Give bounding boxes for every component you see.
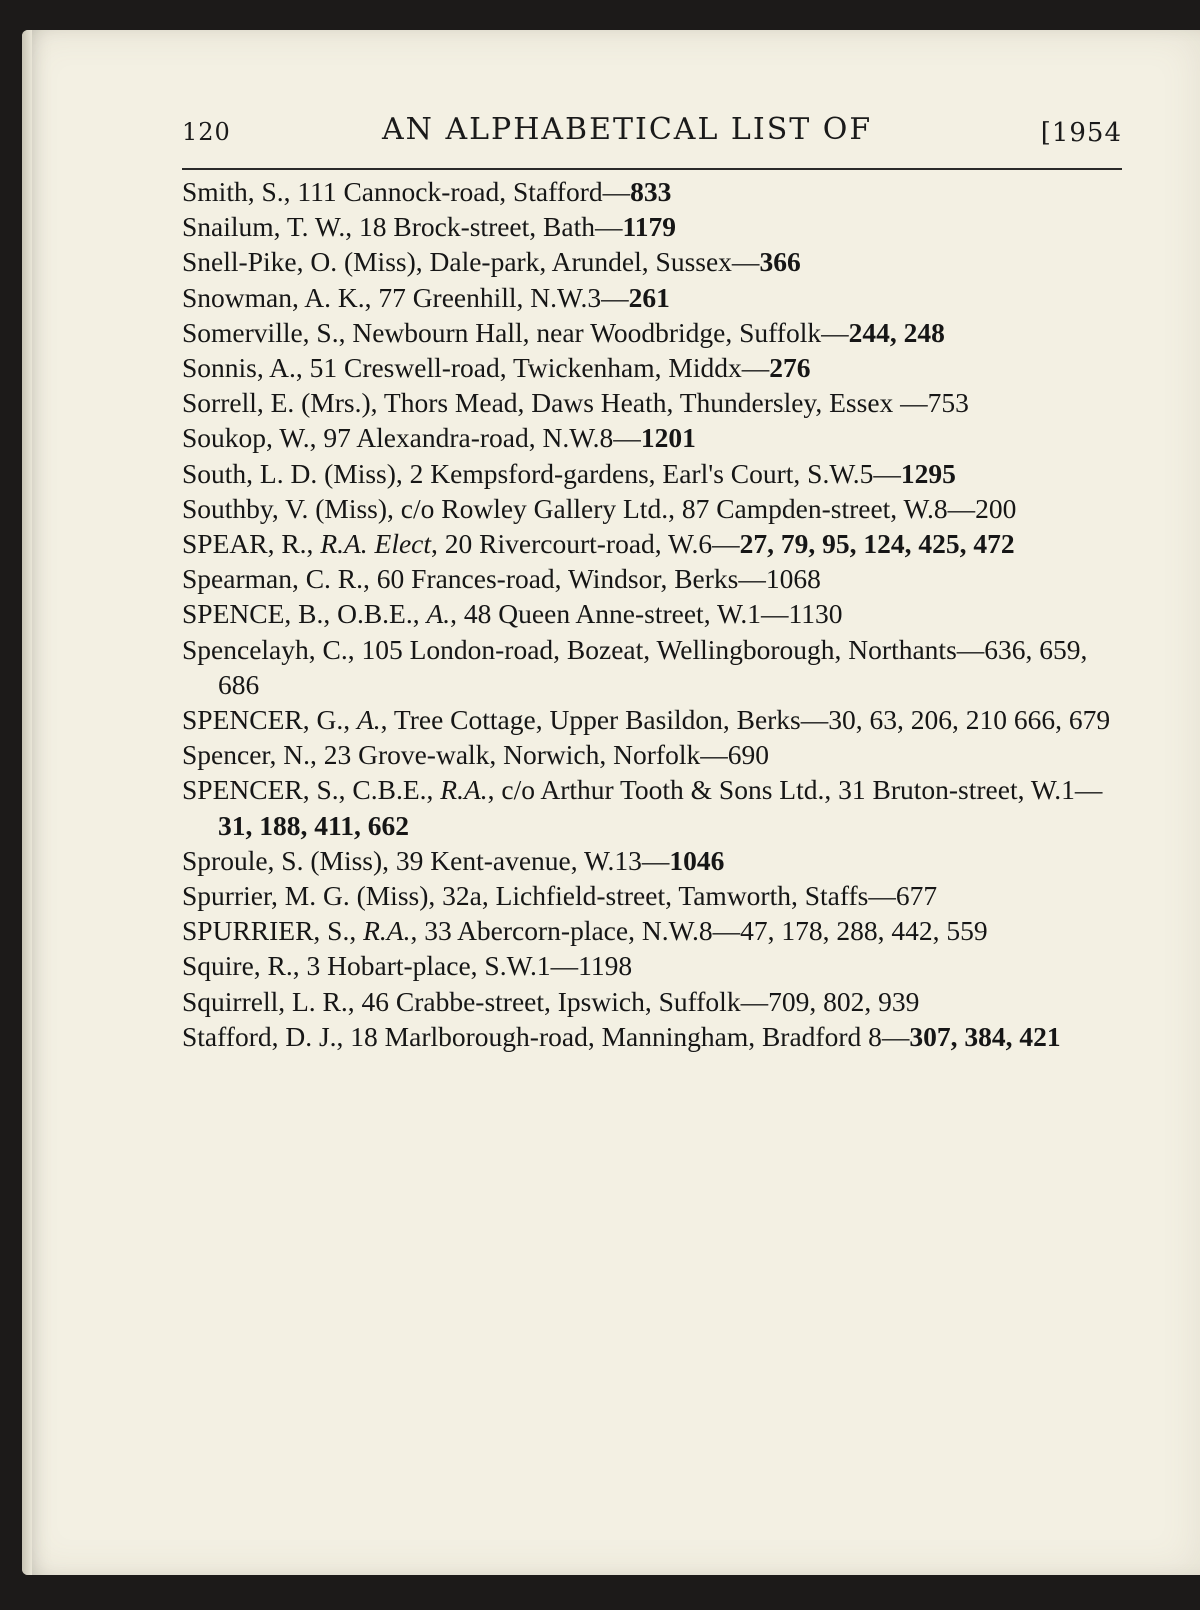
entry-text: SPEAR, R., <box>182 528 321 560</box>
entry-text: Snowman, A. K., 77 Greenhill, N.W.3— <box>182 281 629 313</box>
entry-text: Southby, V. (Miss), c/o Rowley Gallery Ltd., 87 Campden-street, W.8—200 <box>182 492 1017 524</box>
entry-text: , Tree Cottage, Upper Basildon, Berks—30, 63, 206, 210 666, 679 <box>380 704 1111 736</box>
entry-numbers: 366 <box>759 246 801 278</box>
entry-numbers: 1201 <box>640 422 696 454</box>
entry-text: Snailum, T. W., 18 Brock-street, Bath— <box>182 211 623 243</box>
list-item <box>182 843 1130 878</box>
entry-numbers: 307, 384, 421 <box>909 1020 1061 1052</box>
entry-honour: R.A. Elect <box>320 528 432 560</box>
page-header <box>182 112 1122 160</box>
list-item <box>182 209 1130 244</box>
entry-numbers: 31, 188, 411, 662 <box>218 809 409 841</box>
entry-text: Spencer, N., 23 Grove-walk, Norwich, Norfolk—690 <box>182 739 769 771</box>
list-item <box>182 526 1130 561</box>
entry-text: Spearman, C. R., 60 Frances-road, Windsor, Berks—1068 <box>182 563 821 595</box>
entry-numbers: 1295 <box>900 457 956 489</box>
list-item <box>182 984 1130 1019</box>
entry-text: Stafford, D. J., 18 Marlborough-road, Manningham, Bradford 8— <box>182 1020 910 1052</box>
entry-text: , c/o Arthur Tooth & Sons Ltd., 31 Bruton-street, W.1— <box>487 774 1103 806</box>
list-item <box>182 315 1130 350</box>
list-item <box>182 913 1130 948</box>
entry-text: , 48 Queen Anne-street, W.1—1130 <box>450 598 843 630</box>
entry-text: Smith, S., 111 Cannock-road, Stafford— <box>182 176 631 207</box>
page-year: [1954 <box>1040 118 1122 148</box>
list-item <box>182 561 1130 596</box>
list-item <box>182 1019 1130 1054</box>
list-item <box>182 456 1130 491</box>
list-item <box>182 280 1130 315</box>
entry-text: SPENCER, G., <box>182 704 357 736</box>
entry-text: Squirrell, L. R., 46 Crabbe-street, Ipswich, Suffolk—709, 802, 939 <box>182 985 920 1017</box>
list-item <box>182 385 1130 420</box>
entry-text: Sproule, S. (Miss), 39 Kent-avenue, W.13— <box>182 844 670 876</box>
list-item <box>182 174 1130 209</box>
entry-text: Sorrell, E. (Mrs.), Thors Mead, Daws Heath, Thundersley, Essex —753 <box>182 387 969 419</box>
entry-honour: R.A. <box>440 774 488 806</box>
entry-text: , 20 Rivercourt-road, W.6— <box>431 528 740 560</box>
entry-numbers: 261 <box>628 281 670 313</box>
header-rule <box>182 168 1122 170</box>
entry-text: Snell-Pike, O. (Miss), Dale-park, Arundel, Sussex— <box>182 246 760 278</box>
entry-numbers: 833 <box>630 176 672 207</box>
entry-text: SPENCE, B., O.B.E., <box>182 598 427 630</box>
entry-text: Spencelayh, C., 105 London-road, Bozeat, Wellingborough, Northants—636, 659, 686 <box>182 633 1088 700</box>
entry-honour: A. <box>426 598 451 630</box>
entry-text: , 33 Abercorn-place, N.W.8—47, 178, 288, 442, 559 <box>410 915 988 947</box>
entry-numbers: 276 <box>769 352 811 384</box>
entry-numbers: 244, 248 <box>848 316 945 348</box>
entry-text: SPURRIER, S., <box>182 915 364 947</box>
entry-list <box>182 174 1130 1054</box>
page-number: 120 <box>182 118 231 146</box>
list-item <box>182 596 1130 631</box>
list-item <box>182 244 1130 279</box>
list-item <box>182 491 1130 526</box>
list-item <box>182 632 1130 702</box>
list-item <box>182 878 1130 913</box>
entry-text: Spurrier, M. G. (Miss), 32a, Lichfield-street, Tamworth, Staffs—677 <box>182 880 938 912</box>
page-edge <box>22 30 32 1575</box>
list-item <box>182 420 1130 455</box>
entry-text: South, L. D. (Miss), 2 Kempsford-gardens, Earl's Court, S.W.5— <box>182 457 901 489</box>
list-item <box>182 350 1130 385</box>
entry-text: SPENCER, S., C.B.E., <box>182 774 441 806</box>
list-item <box>182 772 1130 842</box>
entry-numbers: 27, 79, 95, 124, 425, 472 <box>739 528 1015 560</box>
entry-text: Sonnis, A., 51 Creswell-road, Twickenham, Middx— <box>182 352 770 384</box>
list-item <box>182 948 1130 983</box>
entry-honour: A. <box>356 704 381 736</box>
list-item <box>182 702 1130 737</box>
entry-text: Soukop, W., 97 Alexandra-road, N.W.8— <box>182 422 641 454</box>
entry-numbers: 1046 <box>669 844 725 876</box>
page-title: AN ALPHABETICAL LIST OF <box>382 112 873 147</box>
entry-numbers: 1179 <box>622 211 676 243</box>
entry-text: Somerville, S., Newbourn Hall, near Woodbridge, Suffolk— <box>182 316 849 348</box>
entry-text: Squire, R., 3 Hobart-place, S.W.1—1198 <box>182 950 633 982</box>
entry-honour: R.A. <box>363 915 411 947</box>
list-item <box>182 737 1130 772</box>
